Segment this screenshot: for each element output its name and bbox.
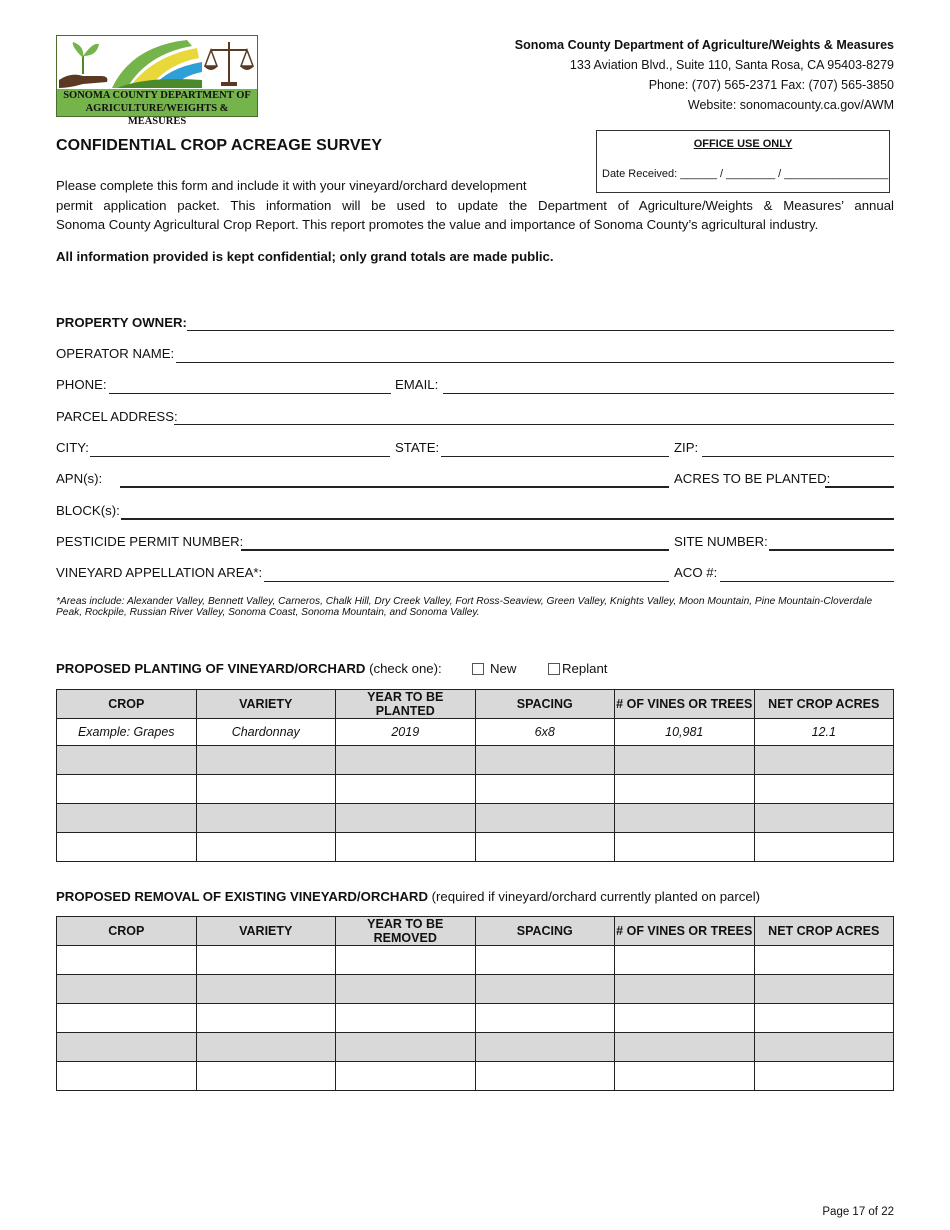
table-cell[interactable] bbox=[615, 1062, 755, 1091]
site-number-field[interactable] bbox=[769, 549, 894, 551]
planting-example-row bbox=[57, 719, 894, 746]
confidentiality-notice: All information provided is kept confidential; only grand totals are made public. bbox=[56, 249, 554, 264]
example-year: 2019 bbox=[336, 719, 476, 746]
planting-header-row bbox=[57, 690, 894, 719]
table-cell[interactable] bbox=[754, 1062, 894, 1091]
example-count: 10,981 bbox=[615, 719, 755, 746]
department-website: Website: sonomacounty.ca.gov/AWM bbox=[687, 98, 894, 112]
planting-col-spacing: SPACING bbox=[475, 690, 615, 719]
page-number: Page 17 of 22 bbox=[822, 1206, 894, 1218]
parcel-address-field[interactable] bbox=[174, 424, 894, 425]
city-field[interactable] bbox=[90, 456, 390, 457]
table-cell[interactable] bbox=[754, 804, 894, 833]
table-cell[interactable] bbox=[57, 833, 197, 862]
pesticide-permit-field[interactable] bbox=[241, 549, 669, 551]
property-owner-label: PROPERTY OWNER: bbox=[56, 315, 187, 330]
planting-col-crop: CROP bbox=[57, 690, 197, 719]
table-cell[interactable] bbox=[336, 775, 476, 804]
table-cell[interactable] bbox=[475, 833, 615, 862]
table-cell[interactable] bbox=[475, 1033, 615, 1062]
table-cell[interactable] bbox=[196, 975, 336, 1004]
table-row bbox=[57, 746, 894, 775]
table-row bbox=[57, 975, 894, 1004]
table-cell[interactable] bbox=[475, 775, 615, 804]
aco-label: ACO #: bbox=[674, 565, 718, 580]
aco-field[interactable] bbox=[720, 581, 894, 582]
department-address: 133 Aviation Blvd., Suite 110, Santa Rosa, CA 95403-8279 bbox=[569, 58, 894, 72]
table-row bbox=[57, 946, 894, 975]
removal-table bbox=[56, 916, 894, 1091]
apn-label: APN(s): bbox=[56, 471, 103, 486]
table-cell[interactable] bbox=[615, 1004, 755, 1033]
table-cell[interactable] bbox=[57, 975, 197, 1004]
table-cell[interactable] bbox=[196, 1062, 336, 1091]
table-cell[interactable] bbox=[196, 746, 336, 775]
table-cell[interactable] bbox=[615, 946, 755, 975]
email-label: EMAIL: bbox=[395, 377, 439, 392]
table-cell[interactable] bbox=[615, 975, 755, 1004]
planting-heading-bold: PROPOSED PLANTING OF VINEYARD/ORCHARD bbox=[56, 661, 366, 676]
table-cell[interactable] bbox=[754, 775, 894, 804]
table-cell[interactable] bbox=[754, 946, 894, 975]
removal-col-count: # OF VINES OR TREES bbox=[615, 917, 755, 946]
table-row bbox=[57, 775, 894, 804]
table-cell[interactable] bbox=[196, 1004, 336, 1033]
email-field[interactable] bbox=[443, 393, 894, 394]
parcel-address-label: PARCEL ADDRESS: bbox=[56, 409, 178, 424]
table-cell[interactable] bbox=[754, 1004, 894, 1033]
removal-col-variety: VARIETY bbox=[196, 917, 336, 946]
zip-label: ZIP: bbox=[674, 440, 699, 455]
removal-heading-bold: PROPOSED REMOVAL OF EXISTING VINEYARD/ORCHARD bbox=[56, 889, 428, 904]
acres-to-be-planted-label: ACRES TO BE PLANTED: bbox=[674, 471, 831, 486]
zip-field[interactable] bbox=[702, 456, 894, 457]
department-name: Sonoma County Department of Agriculture/Weights & Measures bbox=[514, 38, 894, 52]
table-cell[interactable] bbox=[57, 946, 197, 975]
table-cell[interactable] bbox=[57, 1004, 197, 1033]
table-cell[interactable] bbox=[196, 946, 336, 975]
example-variety: Chardonnay bbox=[196, 719, 336, 746]
table-cell[interactable] bbox=[336, 804, 476, 833]
table-cell[interactable] bbox=[196, 833, 336, 862]
table-cell[interactable] bbox=[754, 975, 894, 1004]
removal-col-acres: NET CROP ACRES bbox=[754, 917, 894, 946]
table-cell[interactable] bbox=[615, 804, 755, 833]
table-cell[interactable] bbox=[615, 833, 755, 862]
operator-name-field[interactable] bbox=[176, 362, 894, 363]
table-cell[interactable] bbox=[475, 946, 615, 975]
table-cell[interactable] bbox=[57, 1033, 197, 1062]
removal-col-year: YEAR TO BE REMOVED bbox=[336, 917, 476, 946]
table-cell[interactable] bbox=[615, 746, 755, 775]
blocks-label: BLOCK(s): bbox=[56, 503, 120, 518]
logo-line-1: SONOMA COUNTY DEPARTMENT OF bbox=[63, 90, 251, 101]
office-use-title: OFFICE USE ONLY bbox=[693, 138, 793, 150]
table-cell[interactable] bbox=[336, 946, 476, 975]
table-cell[interactable] bbox=[57, 1062, 197, 1091]
intro-line-2: permit application packet. This information will be used to update the Department of Agriculture/Weights & Measures’ annual bbox=[56, 198, 894, 213]
date-received-field: Date Received: ______ / ________ / _________________ bbox=[602, 168, 889, 180]
apn-field[interactable] bbox=[120, 486, 669, 488]
planting-heading-rest: (check one): bbox=[365, 661, 442, 676]
table-cell[interactable] bbox=[336, 833, 476, 862]
removal-heading bbox=[56, 889, 760, 904]
table-row bbox=[57, 1033, 894, 1062]
example-acres: 12.1 bbox=[754, 719, 894, 746]
table-row bbox=[57, 833, 894, 862]
example-spacing: 6x8 bbox=[475, 719, 615, 746]
planting-table bbox=[56, 689, 894, 862]
office-use-box bbox=[596, 130, 890, 193]
pesticide-permit-label: PESTICIDE PERMIT NUMBER: bbox=[56, 534, 244, 549]
table-cell[interactable] bbox=[196, 775, 336, 804]
table-row bbox=[57, 1004, 894, 1033]
blocks-field[interactable] bbox=[121, 518, 894, 520]
planting-col-count: # OF VINES OR TREES bbox=[615, 690, 755, 719]
table-cell[interactable] bbox=[336, 1004, 476, 1033]
state-label: STATE: bbox=[395, 440, 440, 455]
planting-col-variety: VARIETY bbox=[196, 690, 336, 719]
department-contact-block bbox=[474, 35, 894, 115]
state-field[interactable] bbox=[441, 456, 669, 457]
city-label: CITY: bbox=[56, 440, 89, 455]
removal-heading-rest: (required if vineyard/orchard currently planted on parcel) bbox=[427, 889, 761, 904]
replant-option-label: Replant bbox=[562, 661, 608, 676]
planting-heading bbox=[56, 661, 442, 676]
table-cell[interactable] bbox=[475, 1062, 615, 1091]
table-cell[interactable] bbox=[475, 1004, 615, 1033]
logo-line-2: AGRICULTURE/WEIGHTS & MEASURES bbox=[85, 103, 229, 127]
acres-to-be-planted-field[interactable] bbox=[825, 486, 894, 488]
table-cell[interactable] bbox=[475, 804, 615, 833]
table-cell[interactable] bbox=[475, 746, 615, 775]
table-cell[interactable] bbox=[475, 975, 615, 1004]
phone-field[interactable] bbox=[109, 393, 391, 394]
logo-text bbox=[57, 89, 257, 127]
property-owner-field[interactable] bbox=[187, 330, 894, 331]
example-crop: Example: Grapes bbox=[57, 719, 197, 746]
removal-col-spacing: SPACING bbox=[475, 917, 615, 946]
form-title: CONFIDENTIAL CROP ACREAGE SURVEY bbox=[56, 137, 383, 154]
table-cell[interactable] bbox=[754, 1033, 894, 1062]
table-cell[interactable] bbox=[196, 1033, 336, 1062]
intro-line-1: Please complete this form and include it with your vineyard/orchard development bbox=[56, 178, 527, 193]
phone-label: PHONE: bbox=[56, 377, 107, 392]
table-cell[interactable] bbox=[615, 775, 755, 804]
table-row bbox=[57, 804, 894, 833]
new-checkbox[interactable] bbox=[472, 663, 484, 675]
intro-line-3: Sonoma County Agricultural Crop Report. This report promotes the value and importance of Sonoma County’s agricultural industry. bbox=[56, 217, 819, 232]
operator-name-label: OPERATOR NAME: bbox=[56, 346, 175, 361]
table-cell[interactable] bbox=[615, 1033, 755, 1062]
removal-header-row bbox=[57, 917, 894, 946]
department-phone-fax: Phone: (707) 565-2371 Fax: (707) 565-3850 bbox=[648, 78, 894, 92]
table-cell[interactable] bbox=[336, 975, 476, 1004]
logo-artwork bbox=[57, 36, 257, 90]
site-number-label: SITE NUMBER: bbox=[674, 534, 768, 549]
table-cell[interactable] bbox=[754, 833, 894, 862]
table-cell[interactable] bbox=[336, 746, 476, 775]
table-cell[interactable] bbox=[336, 1062, 476, 1091]
appellation-field[interactable] bbox=[264, 581, 669, 582]
table-row bbox=[57, 1062, 894, 1091]
planting-col-acres: NET CROP ACRES bbox=[754, 690, 894, 719]
planting-col-year: YEAR TO BE PLANTED bbox=[336, 690, 476, 719]
appellation-label: VINEYARD APPELLATION AREA*: bbox=[56, 565, 263, 580]
table-cell[interactable] bbox=[336, 1033, 476, 1062]
removal-col-crop: CROP bbox=[57, 917, 197, 946]
table-cell[interactable] bbox=[57, 804, 197, 833]
appellation-footnote: *Areas include: Alexander Valley, Bennett Valley, Carneros, Chalk Hill, Dry Creek Valley, Fort Ross-Seaview, Green Valley, Knights Valley, Moon Mountain, Pine Mountain-Cloverdale Peak, Rockpile, Russian River Valley, Sonoma Coast, Sonoma Mountain, and Sonoma Valley. bbox=[56, 596, 873, 618]
table-cell[interactable] bbox=[196, 804, 336, 833]
replant-checkbox[interactable] bbox=[548, 663, 560, 675]
new-option-label: New bbox=[490, 661, 517, 676]
table-cell[interactable] bbox=[57, 775, 197, 804]
table-cell[interactable] bbox=[754, 746, 894, 775]
table-cell[interactable] bbox=[57, 746, 197, 775]
department-logo bbox=[56, 35, 258, 127]
